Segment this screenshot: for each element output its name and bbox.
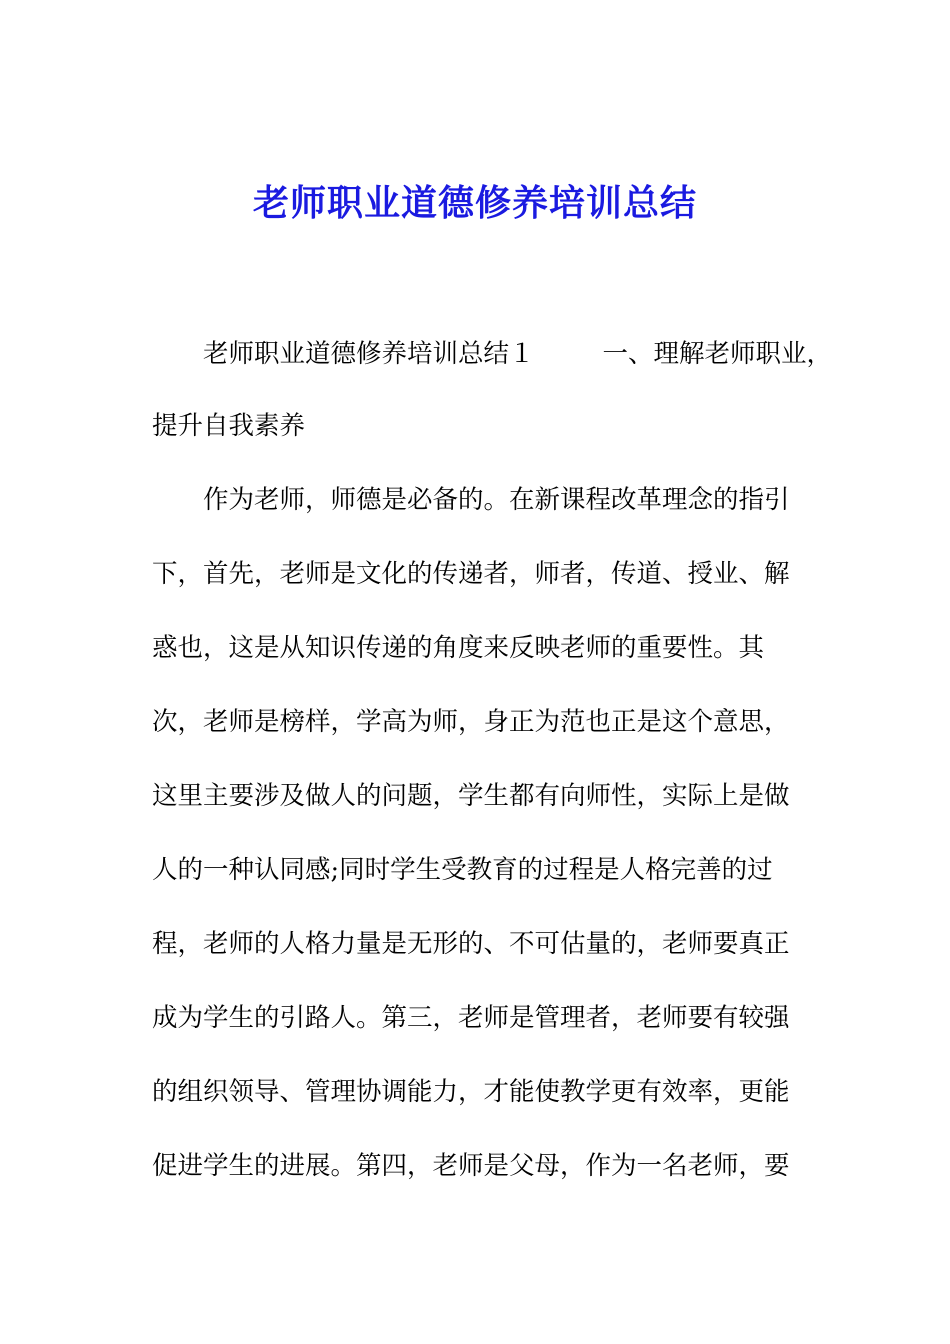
body-line: 下，首先，老师是文化的传递者，师者，传道、授业、解 <box>152 559 790 589</box>
body-line: 作为老师，师德是必备的。在新课程改革理念的指引 <box>203 485 790 515</box>
body-line: 成为学生的引路人。第三，老师是管理者，老师要有较强 <box>152 1003 790 1033</box>
body-line: 提升自我素养 <box>152 411 306 441</box>
body-line: 人的一种认同感;同时学生受教育的过程是人格完善的过 <box>152 855 773 885</box>
body-line: 程，老师的人格力量是无形的、不可估量的，老师要真正 <box>152 929 790 959</box>
document-title: 老师职业道德修养培训总结 <box>252 182 697 224</box>
section-heading-part1: 老师职业道德修养培训总结１ <box>203 339 535 369</box>
section-heading-line <box>203 336 863 372</box>
body-line: 次，老师是榜样，学高为师，身正为范也正是这个意思， <box>152 707 790 737</box>
body-line: 促进学生的进展。第四，老师是父母，作为一名老师，要 <box>152 1151 790 1181</box>
body-line: 这里主要涉及做人的问题，学生都有向师性，实际上是做 <box>152 781 790 811</box>
body-line: 惑也，这是从知识传递的角度来反映老师的重要性。其 <box>152 633 765 663</box>
section-heading-part2: 一、理解老师职业， <box>602 339 833 369</box>
body-line: 的组织领导、管理协调能力，才能使教学更有效率，更能 <box>152 1077 790 1107</box>
